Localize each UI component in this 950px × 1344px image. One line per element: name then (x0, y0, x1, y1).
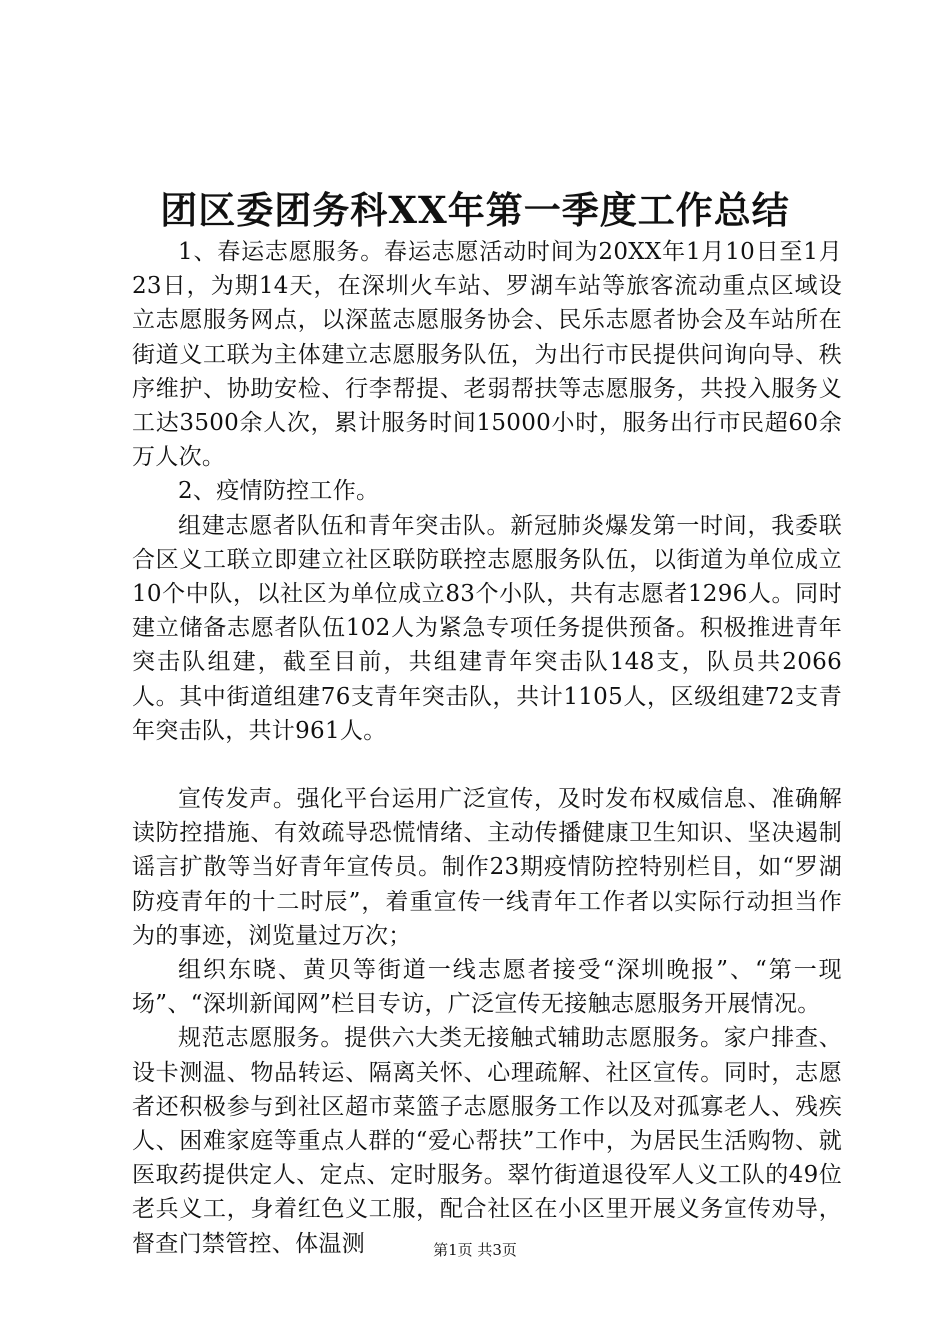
paragraph-volunteer-teams: 组建志愿者队伍和青年突击队。新冠肺炎爆发第一时间，我委联合区义工联立即建立社区联防联控志愿服务队伍，以街道为单位成立10个中队，以社区为单位成立83个小队，共有志愿者1296人。同时建立储备志愿者队伍102人为紧急专项任务提供预备。积极推进青年突击队组建，截至目前，共组建青年突击队148支，队员共2066人。其中街道组建76支青年突击队，共计1105人，区级组建72支青年突击队，共计961人。 (132, 512, 842, 744)
paragraph-publicity: 宣传发声。强化平台运用广泛宣传，及时发布权威信息、准确解读防控措施、有效疏导恐慌情绪、主动传播健康卫生知识、坚决遏制谣言扩散等当好青年宣传员。制作23期疫情防控特别栏目，如“罗湖防疫青年的十二时辰”，着重宣传一线青年工作者以实际行动担当作为的事迹，浏览量过万次； (132, 786, 842, 949)
paragraph-spring-festival: 1、春运志愿服务。春运志愿活动时间为20XX年1月10日至1月23日，为期14天，在深圳火车站、罗湖车站等旅客流动重点区域设立志愿服务网点，以深蓝志愿服务协会、民乐志愿者协会及车站所在街道义工联为主体建立志愿服务队伍，为出行市民提供问询向导、秩序维护、协助安检、行李帮提、老弱帮扶等志愿服务，共投入服务义工达3500余人次，累计服务时间15000小时，服务出行市民超60余万人次。 (132, 239, 842, 471)
paragraph-epidemic-heading: 2、疫情防控工作。 (178, 478, 380, 505)
paragraph-spacer (132, 748, 842, 782)
page-footer: 第1页 共3页 (433, 1241, 517, 1259)
document-body (132, 235, 842, 1261)
document-title: 团区委团务科XX年第一季度工作总结 (160, 188, 790, 232)
paragraph-volunteer-service: 规范志愿服务。提供六大类无接触式辅助志愿服务。家户排查、设卡测温、物品转运、隔离关怀、心理疏解、社区宣传。同时，志愿者还积极参与到社区超市菜篮子志愿服务工作以及对孤寡老人、残疾人、困难家庭等重点人群的“爱心帮扶”工作中，为居民生活购物、就医取药提供定人、定点、定时服务。翠竹街道退役军人义工队的49位老兵义工，身着红色义工服，配合社区在小区里开展义务宣传劝导，督查门禁管控、体温测 (132, 1025, 842, 1257)
paragraph-interviews: 组织东晓、黄贝等街道一线志愿者接受“深圳晚报”、“第一现场”、“深圳新闻网”栏目专访，广泛宣传无接触志愿服务开展情况。 (132, 957, 842, 1018)
